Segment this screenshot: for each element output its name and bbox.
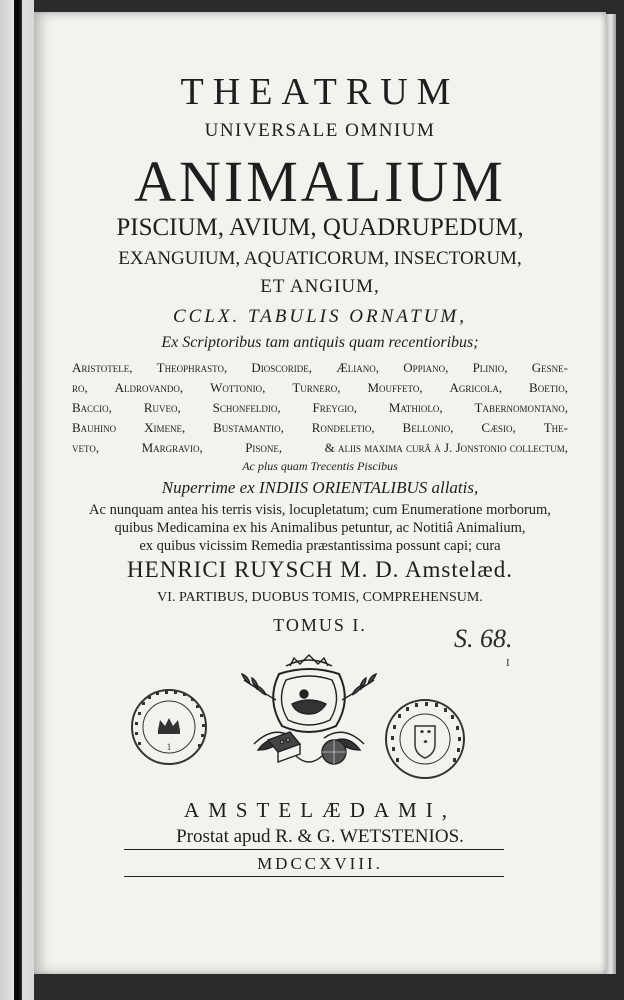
library-stamp-left bbox=[130, 688, 208, 771]
author-name: Bustamantio, bbox=[213, 420, 284, 435]
author-name: Turnero, bbox=[292, 380, 341, 395]
author-name: Cæsio, bbox=[481, 420, 516, 435]
line-vi-partibus: VI. PARTIBUS, DUOBUS TOMIS, COMPREHENSUM. bbox=[157, 590, 483, 605]
author-name: Rondeletio, bbox=[311, 420, 375, 435]
line-nuperrime: Nuperrime ex INDIIS ORIENTALIBUS allatis, bbox=[161, 478, 479, 497]
author-name: ro, bbox=[72, 380, 88, 395]
shelfmark-handwritten: S. 68. bbox=[454, 624, 513, 653]
author-name: Schonfeldio, bbox=[212, 400, 281, 415]
title-universale-omnium: UNIVERSALE OMNIUM bbox=[204, 120, 436, 141]
book-gutter bbox=[14, 0, 22, 1000]
title-animalium: ANIMALIUM bbox=[134, 149, 506, 214]
author-name: The- bbox=[543, 420, 568, 435]
line-ex-quibus: ex quibus vicissim Remedia præstantissima possunt capi; cura bbox=[139, 538, 501, 554]
author-name: Oppiano, bbox=[403, 360, 449, 375]
author-name: Wottonio, bbox=[210, 380, 266, 395]
authors-line-4 bbox=[72, 420, 568, 436]
shelfmark-sub: I bbox=[506, 657, 510, 669]
author-name: Ximene, bbox=[144, 420, 186, 435]
authors-line-1 bbox=[72, 360, 568, 376]
author-name: Æliano, bbox=[336, 360, 380, 375]
author-name: Dioscoride, bbox=[251, 360, 313, 375]
author-name: Bellonio, bbox=[402, 420, 454, 435]
author-name: Theophrasto, bbox=[156, 360, 228, 375]
subtitle-tabulis: CCLX. TABULIS ORNATUM, bbox=[172, 306, 468, 327]
line-tomus: TOMUS I. bbox=[273, 615, 367, 635]
author-name: Baccio, bbox=[72, 400, 112, 415]
authors-collector-text: & aliis maxima curâ à J. Jonstonio collectum, bbox=[324, 440, 568, 455]
authors-line-5 bbox=[72, 440, 568, 456]
subtitle-exanguium: EXANGUIUM, AQUATICORUM, INSECTORUM, bbox=[118, 248, 522, 269]
author-name: Mouffeto, bbox=[367, 380, 423, 395]
author-name: Pisone, bbox=[245, 440, 283, 455]
author-name: Freygio, bbox=[312, 400, 357, 415]
author-name: Gesne- bbox=[531, 360, 568, 375]
author-name: veto, bbox=[72, 440, 100, 455]
library-stamp-right bbox=[384, 698, 466, 785]
subtitle-et-angium: ET ANGIUM, bbox=[260, 276, 380, 297]
authors-line-2 bbox=[72, 380, 568, 396]
line-quibus: quibus Medicamina ex his Animalibus petuntur, ac Notitiâ Animalium, bbox=[114, 520, 526, 536]
author-name: Boetio, bbox=[529, 380, 568, 395]
imprint-place: AMSTELÆDAMI, bbox=[184, 798, 456, 822]
author-name: Ruveo, bbox=[143, 400, 181, 415]
authors-line-3 bbox=[72, 400, 568, 416]
author-name: Mathiolo, bbox=[388, 400, 443, 415]
subtitle-ex-scriptoribus: Ex Scriptoribus tam antiquis quam recentioribus; bbox=[161, 334, 479, 351]
line-henrici-ruysch: HENRICI RUYSCH M. D. Amstelæd. bbox=[127, 557, 513, 582]
author-name: Aristotele, bbox=[72, 360, 133, 375]
author-name: Aldrovando, bbox=[114, 380, 184, 395]
imprint-year: MDCCXVIII. bbox=[257, 854, 383, 873]
line-ac-plus: Ac plus quam Trecentis Piscibus bbox=[242, 459, 398, 473]
subtitle-piscium: PISCIUM, AVIUM, QUADRUPEDUM, bbox=[116, 214, 524, 241]
line-ac-nunquam: Ac nunquam antea his terris visis, locupletatum; cum Enumeratione morborum, bbox=[89, 502, 551, 518]
title-theatrum: THEATRUM bbox=[180, 71, 460, 113]
stamp-left-number: 1 bbox=[166, 742, 172, 752]
page-edge-stack bbox=[606, 14, 616, 974]
author-name: Tabernomontano, bbox=[474, 400, 568, 415]
title-page bbox=[34, 12, 606, 974]
imprint-publisher: Prostat apud R. & G. WETSTENIOS. bbox=[176, 826, 464, 847]
printers-device-vignette bbox=[224, 652, 394, 777]
stamp-left-image bbox=[130, 688, 208, 766]
stamp-right-image bbox=[384, 698, 466, 780]
imprint-rule-top bbox=[124, 849, 504, 850]
author-name: Bauhino bbox=[72, 420, 117, 435]
author-name: Agricola, bbox=[449, 380, 503, 395]
imprint-rule-bottom bbox=[124, 876, 504, 877]
author-name: Margravio, bbox=[141, 440, 203, 455]
vignette-image bbox=[224, 652, 394, 772]
author-name: Plinio, bbox=[472, 360, 508, 375]
